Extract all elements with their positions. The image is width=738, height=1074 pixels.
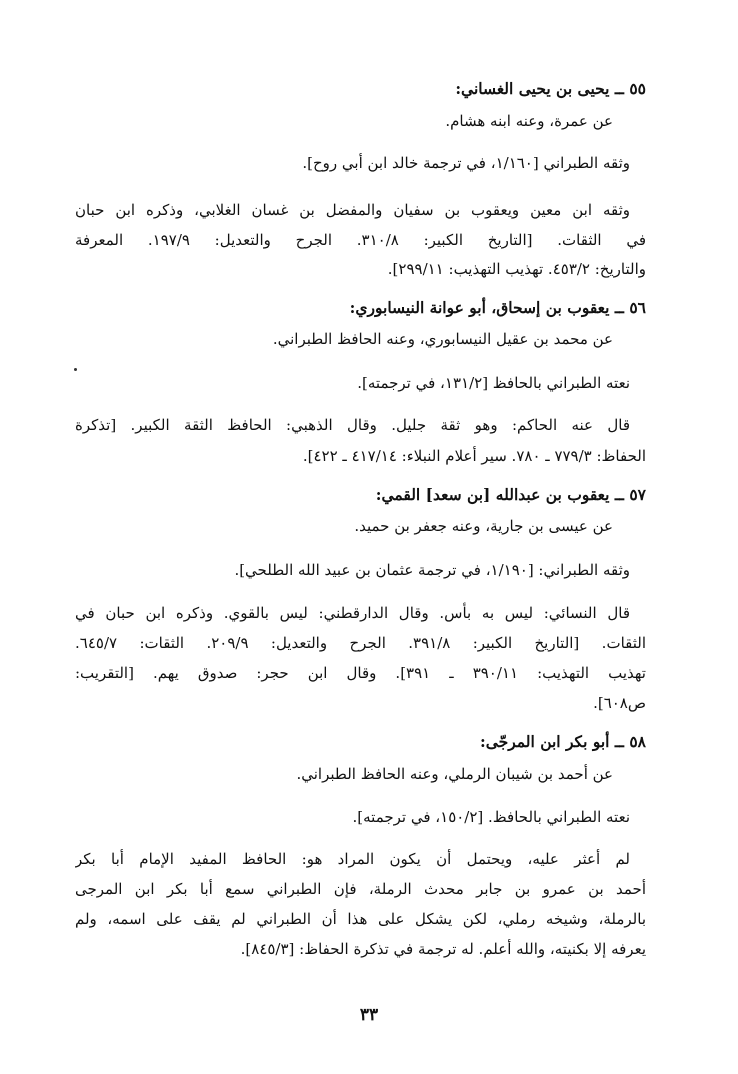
entry-narrators: عن عمرة، وعنه ابنه هشام. bbox=[445, 112, 613, 130]
entry-body-line: بالرملة، وشيخه رملي، لكن يشكل على هذا أن الطبراني لم يقف على اسمه، ولم bbox=[75, 910, 646, 928]
entry-narrators: عن أحمد بن شيبان الرملي، وعنه الحافظ الطبراني. bbox=[296, 765, 613, 783]
entry-narrators: عن عيسى بن جارية، وعنه جعفر بن حميد. bbox=[354, 517, 613, 535]
page-speck bbox=[74, 368, 77, 371]
entry-status: نعته الطبراني بالحافظ [١٣١/٢، في ترجمته]. bbox=[357, 374, 630, 392]
entry-heading: ٥٦ ــ يعقوب بن إسحاق، أبو عوانة النيسابوري: bbox=[349, 298, 646, 317]
entry-heading: ٥٨ ــ أبو بكر ابن المرجّى: bbox=[480, 732, 646, 751]
entry-body-line: قال النسائي: ليس به بأس. وقال الدارقطني: ليس بالقوي. وذكره ابن حبان في bbox=[75, 604, 630, 622]
entry-body-line: ص٦٠٨]. bbox=[593, 694, 646, 712]
entry-body-line: وثقه ابن معين ويعقوب بن سفيان والمفضل بن غسان الغلابي، وذكره ابن حبان bbox=[75, 201, 630, 219]
entry-body-line: لم أعثر عليه، ويحتمل أن يكون المراد هو: الحافظ المفيد الإمام أبا بكر bbox=[75, 850, 630, 868]
entry-body-line: قال عنه الحاكم: وهو ثقة جليل. وقال الذهبي: الحافظ الثقة الكبير. [تذكرة bbox=[75, 416, 630, 434]
entry-body-line: في الثقات. [التاريخ الكبير: ٣١٠/٨. الجرح والتعديل: ١٩٧/٩. المعرفة bbox=[75, 231, 646, 249]
entry-body-line: الثقات. [التاريخ الكبير: ٣٩١/٨. الجرح والتعديل: ٢٠٩/٩. الثقات: ٦٤٥/٧. bbox=[75, 634, 646, 652]
entry-heading: ٥٧ ــ يعقوب بن عبدالله [بن سعد] القمي: bbox=[375, 485, 646, 504]
entry-body-line: والتاريخ: ٤٥٣/٢. تهذيب التهذيب: ٢٩٩/١١]. bbox=[387, 260, 646, 278]
entry-status: نعته الطبراني بالحافظ. [١٥٠/٢، في ترجمته]. bbox=[352, 808, 630, 826]
entry-body-line: يعرفه إلا بكنيته، والله أعلم. له ترجمة في تذكرة الحفاظ: [٨٤٥/٣]. bbox=[240, 940, 646, 958]
entry-heading: ٥٥ ــ يحيى بن يحيى الغساني: bbox=[455, 79, 646, 98]
entry-body-line: أحمد بن عمرو بن جابر محدث الرملة، فإن الطبراني سمع أبا بكر ابن المرجى bbox=[75, 880, 646, 898]
entry-status: وثقه الطبراني [١/١٦٠، في ترجمة خالد ابن أبي روح]. bbox=[302, 154, 630, 172]
entry-body-line: تهذيب التهذيب: ٣٩٠/١١ ـ ٣٩١]. وقال ابن حجر: صدوق يهم. [التقريب: bbox=[75, 664, 646, 682]
entry-narrators: عن محمد بن عقيل النيسابوري، وعنه الحافظ الطبراني. bbox=[272, 330, 613, 348]
page-number: ٣٣ bbox=[359, 1005, 379, 1025]
entry-status: وثقه الطبراني: [١/١٩٠، في ترجمة عثمان بن عبيد الله الطلحي]. bbox=[234, 561, 630, 579]
entry-body-line: الحفاظ: ٧٧٩/٣ ـ ٧٨٠. سير أعلام النبلاء: ٤١٧/١٤ ـ ٤٢٢]. bbox=[302, 447, 646, 465]
